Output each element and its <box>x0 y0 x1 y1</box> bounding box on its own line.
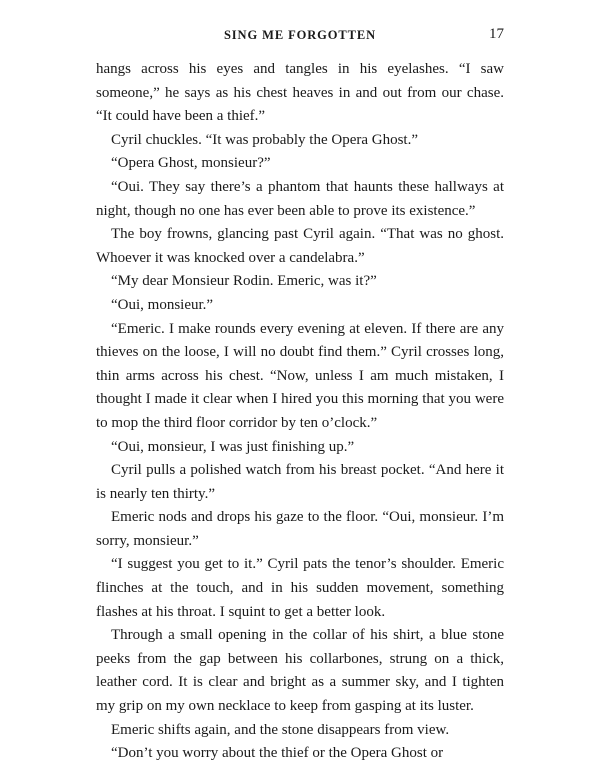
paragraph: “I suggest you get to it.” Cyril pats the tenor’s shoulder. Emeric flinches at the touch, and in his sudden movement, something flashes at his throat. I squint to get a better look. <box>96 556 504 620</box>
paragraph: Through a small opening in the collar of his shirt, a blue stone peeks from the gap between his collarbones, strung on a thick, leather cord. It is clear and bright as a summer sky, and I tighten my grip on my own necklace to keep from gasping at its luster. <box>96 627 504 715</box>
paragraph: Emeric shifts again, and the stone disappears from view. <box>111 721 450 738</box>
body-text <box>96 58 504 766</box>
paragraph: “Emeric. I make rounds every evening at eleven. If there are any thieves on the loose, I will no doubt find them.” Cyril crosses long, thin arms across his chest. “Now, unless I am much mistaken, I thought I made it clear when I hired you this morning that you were to mop the third floor corridor by ten o’clock.” <box>96 320 504 431</box>
paragraph: “Oui, monsieur.” <box>111 296 214 313</box>
paragraph: Emeric nods and drops his gaze to the floor. “Oui, monsieur. I’m sorry, monsieur.” <box>96 509 504 549</box>
paragraph: “Don’t you worry about the thief or the Opera Ghost or <box>111 745 444 762</box>
paragraph: The boy frowns, glancing past Cyril again. “That was no ghost. Whoever it was knocked over a candelabra.” <box>96 226 504 266</box>
running-head <box>96 28 504 52</box>
paragraph: Cyril chuckles. “It was probably the Opera Ghost.” <box>111 131 418 148</box>
paragraph: “Opera Ghost, monsieur?” <box>111 155 271 172</box>
paragraph: “Oui, monsieur, I was just finishing up.” <box>111 438 355 455</box>
book-title: SING ME FORGOTTEN <box>223 28 377 42</box>
paragraph: Cyril pulls a polished watch from his breast pocket. “And here it is nearly ten thirty.” <box>96 462 504 502</box>
paragraph: “My dear Monsieur Rodin. Emeric, was it?” <box>111 273 377 290</box>
paragraph: “Oui. They say there’s a phantom that haunts these hallways at night, though no one has ever been able to prove its existence.” <box>96 178 504 219</box>
page-number: 17 <box>489 26 504 42</box>
paragraph-continued: hangs across his eyes and tangles in his eyelashes. “I saw someone,” he says as his chest heaves in and out from our chase. “It could have been a thief.” <box>96 61 504 125</box>
